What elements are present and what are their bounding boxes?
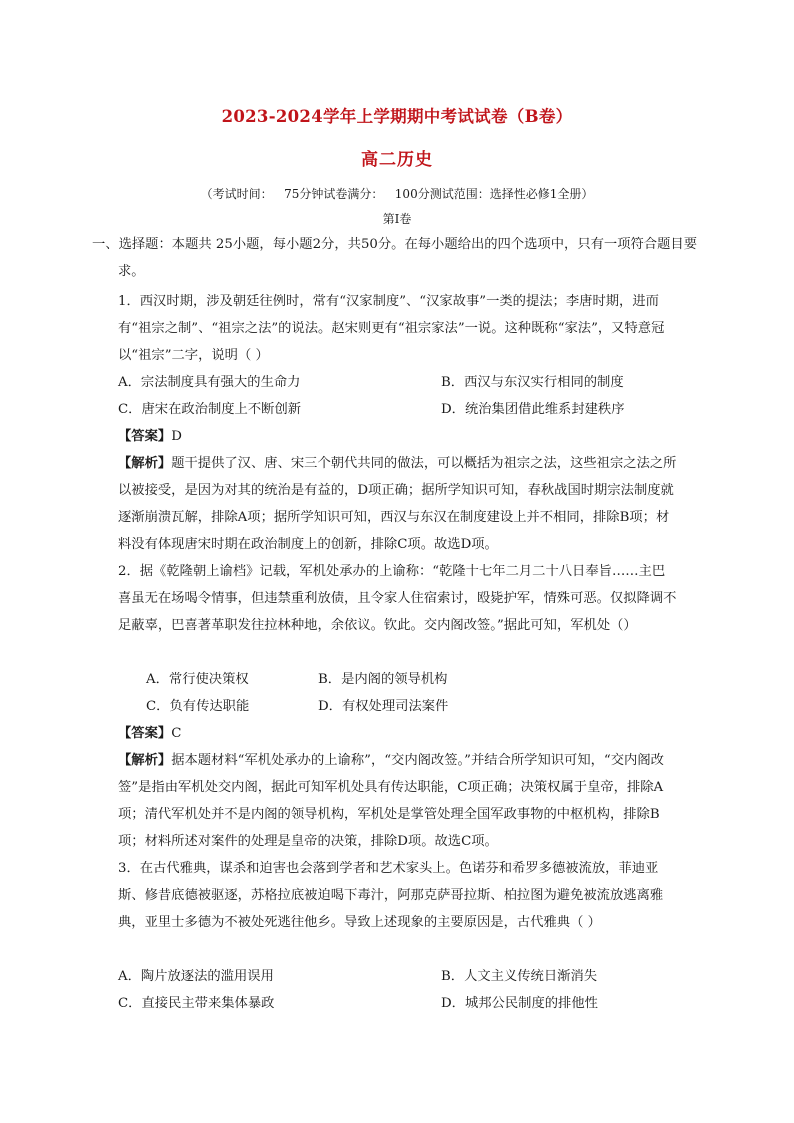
question-3-option-c: C．直接民主带来集体暴政 (118, 996, 275, 1011)
answer-value: C (171, 726, 182, 741)
question-1-stem: 1．西汉时期，涉及朝廷往例时，常有“汉家制度”、“汉家故事”一类的提法；李唐时期，进而有“祖宗之制”、“祖宗之法”的说法。赵宋则更有“祖宗家法”一说。这种既称“家法”，又特意冠以“祖宗”二字，说明（ ） (118, 294, 665, 363)
question-1-option-c: C．唐宋在政治制度上不断创新 (118, 402, 302, 417)
analysis-text: 题干提供了汉、唐、宋三个朝代共同的做法，可以概括为祖宗之法，这些祖宗之法之所以被接受，是因为对其的统治是有益的，D项正确；据所学知识可知，春秋战国时期宗法制度就逐渐崩溃瓦解，排除A项；据所学知识可知，西汉与东汉在制度建设上并不相同，排除B项；材料没有体现唐宋时期在政治制度上的创新，排除C项。故选D项。 (118, 456, 677, 552)
question-2-analysis (118, 747, 678, 855)
question-3-option-a: A．陶片放逐法的滥用误用 (118, 969, 274, 984)
answer-value: D (171, 429, 182, 444)
analysis-label: 【解析】 (118, 456, 172, 471)
answer-label: 【答案】 (118, 726, 172, 741)
question-2-option-b: B．是内阁的领导机构 (318, 672, 448, 687)
volume-label: 第Ⅰ卷 (382, 212, 412, 226)
question-2-option-c: C．负有传达职能 (146, 699, 250, 714)
section-heading-text: 一、选择题：本题共 25小题，每小题2分，共50分。在每小题给出的四个选项中，只有一项符合题目要求。 (92, 237, 697, 279)
analysis-label: 【解析】 (118, 753, 172, 768)
question-3-option-d: D．城邦公民制度的排他性 (441, 996, 598, 1011)
question-1-option-a: A．宗法制度具有强大的生命力 (118, 375, 301, 390)
question-1-answer (118, 423, 182, 450)
question-1-analysis (118, 450, 678, 558)
question-1-option-d: D．统治集团借此维系封建秩序 (441, 402, 625, 417)
subject-title: 高二历史 (361, 150, 433, 170)
question-2-stem: 2．据《乾隆朝上谕档》记载，军机处承办的上谕称：“乾隆十七年二月二十八日奉旨……主巴喜虽无在场喝令情事，但违禁重利放债，且令家人住宿索讨，殴毙护军，情殊可恶。仅拟降调不足蔽辜，巴喜著革职发往拉林种地，余依议。钦此。交内阁改签。”据此可知，军机处（） (118, 564, 677, 633)
question-2-option-a: A．常行使决策权 (146, 672, 249, 687)
section-heading (92, 231, 704, 285)
question-3-option-b: B．人文主义传统日渐消失 (441, 969, 598, 984)
question-1-option-b: B．西汉与东汉实行相同的制度 (441, 375, 624, 390)
question-3-stem: 3．在古代雅典，谋杀和迫害也会落到学者和艺术家头上。色诺芬和希罗多德被流放，菲迪亚斯、修昔底德被驱逐，苏格拉底被迫喝下毒汁，阿那克萨哥拉斯、柏拉图为避免被流放逃离雅典，亚里士多德为不被处死逃往他乡。导致上述现象的主要原因是，古代雅典（ ） (118, 861, 664, 930)
exam-info: （考试时间： 75分钟试卷满分： 100分测试范围：选择性必修1全册） (200, 187, 594, 201)
question-2-answer (118, 720, 181, 747)
exam-title: 2023-2024学年上学期期中考试试卷（B卷） (221, 107, 573, 126)
analysis-text: 据本题材料“军机处承办的上谕称”，“交内阁改签。”并结合所学知识可知，“交内阁改签”是指由军机处交内阁，据此可知军机处具有传达职能，C项正确；决策权属于皇帝，排除A项；清代军机处并不是内阁的领导机构，军机处是掌管处理全国军政事物的中枢机构，排除B项；材料所述对案件的处理是皇帝的决策，排除D项。故选C项。 (118, 753, 664, 849)
question-2-option-d: D．有权处理司法案件 (318, 699, 449, 714)
answer-label: 【答案】 (118, 429, 172, 444)
